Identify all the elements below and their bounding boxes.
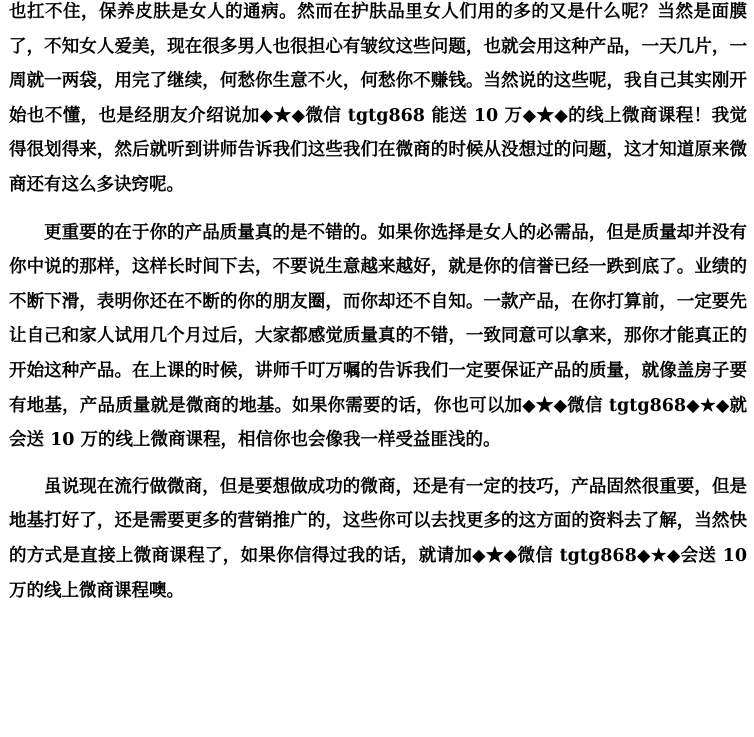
paragraph-2: 更重要的在于你的产品质量真的是不错的。如果你选择是女人的必需品，但是质量却并没有你中说的那样，这样长时间下去，不要说生意越来越好，就是你的信誉已经一跌到底了。业绩的不断下滑，表明你还在不断的你的朋友圈，而你却还不自知。一款产品，在你打算前，一定要先让自己和家人试用几个月过后，大家都感觉质量真的不错，一致同意可以拿来，那你才能真正的开始这种产品。在上课的时候，讲师千叮万嘱的告诉我们一定要保证产品的质量，就像盖房子要有地基，产品质量就是微商的地基。如果你需要的话，你也可以加◆★◆微信 tgtg868◆★◆就会送 10 万的线上微商课程，相信你也会像我一样受益匪浅的。: [9, 222, 747, 451]
paragraph-3: 虽说现在流行做微商，但是要想做成功的微商，还是有一定的技巧，产品固然很重要，但是地基打好了，还是需要更多的营销推广的，这些你可以去找更多的这方面的资料去了解，当然快的方式是直接上微商课程了，如果你信得过我的话，就请加◆★◆微信 tgtg868◆★◆会送 10 万的线上微商课程噢。: [9, 476, 747, 601]
paragraph-1: 也扛不住，保养皮肤是女人的通病。然而在护肤品里女人们用的多的又是什么呢？当然是面膜了，不知女人爱美，现在很多男人也很担心有皱纹这些问题，也就会用这种产品，一天几片，一周就一两袋，用完了继续，何愁你生意不火，何愁你不赚钱。当然说的这些呢，我自己其实刚开始也不懂，也是经朋友介绍说加◆★◆微信 tgtg868 能送 10 万◆★◆的线上微商课程！我觉得很划得来，然后就听到讲师告诉我们这些我们在微商的时候从没想过的问题，这才知道原来微商还有这么多诀窍呢。: [9, 2, 747, 195]
document-body: [9, 0, 747, 608]
